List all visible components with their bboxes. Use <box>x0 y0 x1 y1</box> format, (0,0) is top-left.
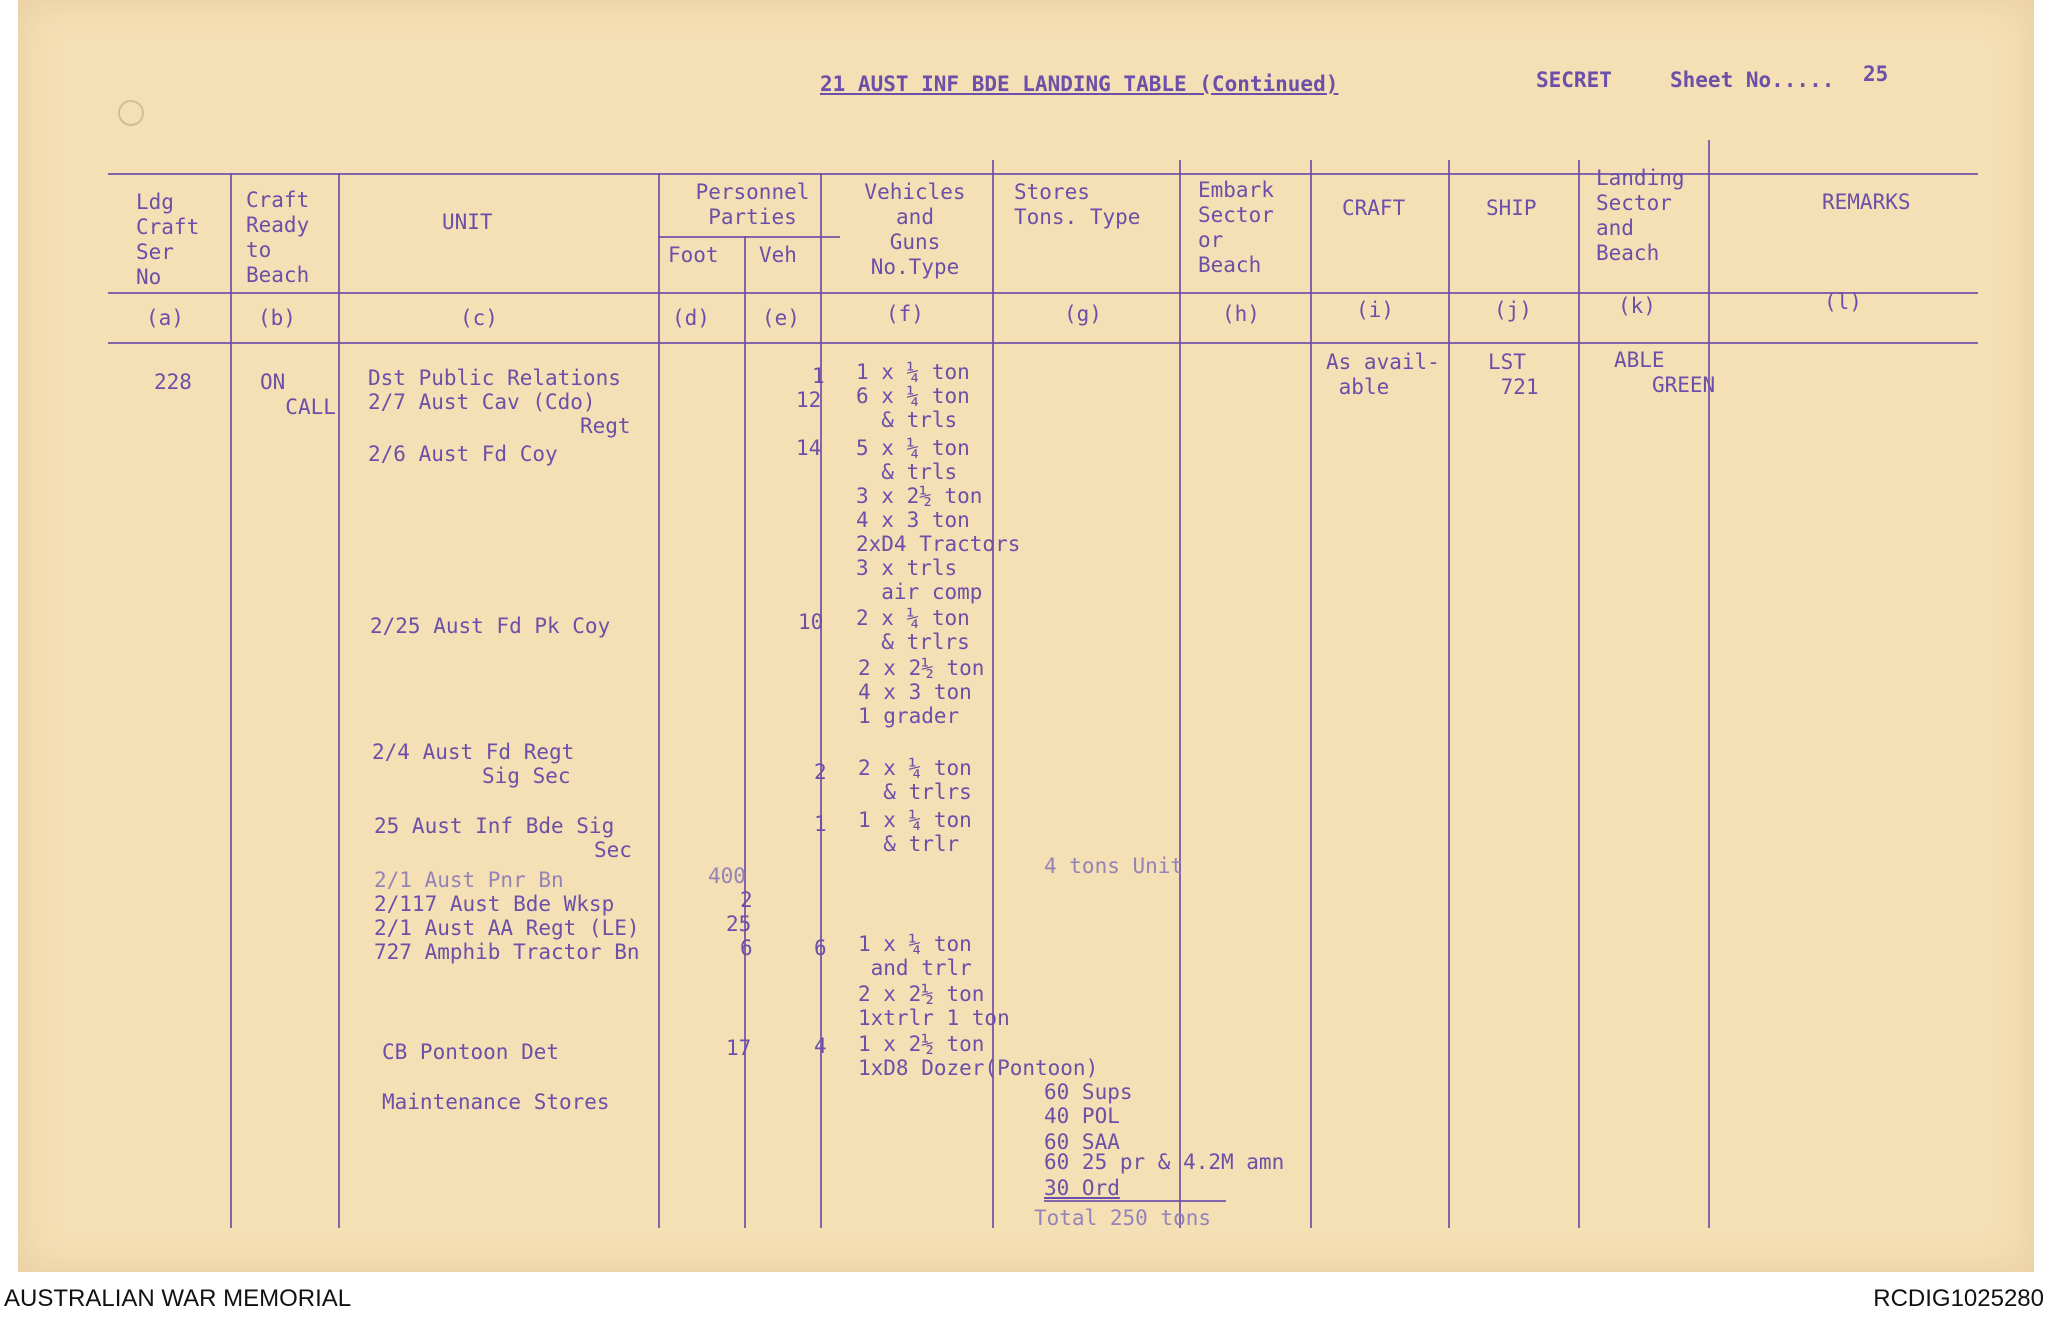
stores-item: 60 SAA <box>1044 1130 1120 1154</box>
foot-amphib-tractor: 6 <box>740 936 753 960</box>
col-header-b: Craft Ready to Beach <box>246 188 310 287</box>
col-header-j: SHIP <box>1486 196 1537 220</box>
vehicle-line: 1 x 2½ ton <box>858 1032 985 1056</box>
vehicle-line: 1 grader <box>858 704 960 728</box>
stores-total-rule <box>1044 1200 1226 1202</box>
sheet-number: 25 <box>1863 62 1889 86</box>
unit-bde-wksp: 2/117 Aust Bde Wksp <box>374 892 615 916</box>
vehicle-line: 3 x trls <box>856 556 958 580</box>
veh-cav-regt: 12 <box>796 388 822 412</box>
vehicle-line: 2 x 2½ ton <box>858 656 985 680</box>
unit-pnr-bn: 2/1 Aust Pnr Bn <box>374 868 564 892</box>
unit-cav-regt: 2/7 Aust Cav (Cdo) <box>368 390 596 414</box>
vehicle-line: 1 x ¼ ton <box>856 360 970 384</box>
stores-item: 60 Sups <box>1044 1080 1133 1104</box>
stores-item: 40 POL <box>1044 1104 1120 1128</box>
unit-fd-coy: 2/6 Aust Fd Coy <box>368 442 558 466</box>
veh-public-relations: 1 <box>812 364 825 388</box>
vehicle-line: 2 x 2½ ton <box>858 982 985 1006</box>
vehicle-line: & trlr <box>858 832 960 856</box>
foot-bde-wksp: 2 <box>740 888 753 912</box>
header-bottom-rule <box>108 342 1978 344</box>
stores-total: Total 250 tons <box>1034 1206 1212 1230</box>
archive-footer-right: RCDIG1025280 <box>1873 1285 2044 1312</box>
ship-cell: LST 721 <box>1488 350 1539 399</box>
col-divider-h <box>1310 160 1312 1228</box>
sheet-label: Sheet No..... <box>1670 68 1835 92</box>
ser-no-cell: 228 <box>154 370 192 394</box>
col-letter-l: (l) <box>1824 290 1862 314</box>
unit-aa-regt: 2/1 Aust AA Regt (LE) <box>374 916 640 940</box>
col-header-f: Vehicles and Guns No.Type <box>864 180 966 279</box>
vehicle-line: 1xD8 Dozer(Pontoon) <box>858 1056 1099 1080</box>
col-letter-b: (b) <box>258 306 296 330</box>
col-header-d: Foot <box>668 243 719 267</box>
vehicle-line: & trls <box>856 460 958 484</box>
col-header-e: Veh <box>759 243 797 267</box>
foot-cb-pontoon: 17 <box>726 1036 752 1060</box>
col-divider-g <box>1179 160 1181 1228</box>
col-letter-e: (e) <box>762 306 800 330</box>
veh-amphib-tractor: 6 <box>814 936 827 960</box>
col-letter-f: (f) <box>886 302 924 326</box>
stores-unit: 4 tons Unit <box>1044 854 1184 878</box>
col-divider-b <box>338 173 340 1228</box>
foot-pnr-bn: 400 <box>708 864 746 888</box>
unit-public-relations: Dst Public Relations <box>368 366 621 390</box>
veh-cb-pontoon: 4 <box>814 1034 827 1058</box>
col-letter-i: (i) <box>1356 298 1394 322</box>
col-divider-k <box>1708 140 1710 1228</box>
vehicle-line: & trls <box>856 408 958 432</box>
landing-cell: ABLE GREEN <box>1614 348 1716 397</box>
vehicle-line: 3 x 2½ ton <box>856 484 983 508</box>
vehicle-line: air comp <box>856 580 983 604</box>
unit-bde-sig: 25 Aust Inf Bde Sig <box>374 814 615 838</box>
col-divider-c <box>658 173 660 1228</box>
col-letter-c: (c) <box>460 306 498 330</box>
vehicle-line: 1xtrlr 1 ton <box>858 1006 1010 1030</box>
unit-cb-pontoon: CB Pontoon Det <box>382 1040 560 1064</box>
col-header-l: REMARKS <box>1822 190 1911 214</box>
archive-footer-left: AUSTRALIAN WAR MEMORIAL <box>4 1285 352 1312</box>
col-letter-g: (g) <box>1064 302 1102 326</box>
col-header-i: CRAFT <box>1342 196 1406 220</box>
unit-fd-pk-coy: 2/25 Aust Fd Pk Coy <box>370 614 611 638</box>
veh-fd-pk-coy: 10 <box>798 610 824 634</box>
vehicle-line: 5 x ¼ ton <box>856 436 970 460</box>
col-divider-d <box>744 236 746 1228</box>
col-header-c: UNIT <box>442 210 493 234</box>
vehicle-line: 6 x ¼ ton <box>856 384 970 408</box>
vehicle-line: 2 x ¼ ton <box>858 756 972 780</box>
classification-label: SECRET <box>1536 68 1612 92</box>
col-letter-k: (k) <box>1618 294 1656 318</box>
vehicle-line: & trlrs <box>856 630 970 654</box>
unit-fd-regt-cont: Sig Sec <box>482 764 571 788</box>
table-heading: 21 AUST INF BDE LANDING TABLE (Continued) <box>820 72 1339 96</box>
unit-cav-regt-cont: Regt <box>580 414 631 438</box>
veh-bde-sig: 1 <box>814 812 827 836</box>
col-divider-i <box>1448 160 1450 1228</box>
col-divider-a <box>230 173 232 1228</box>
col-letter-j: (j) <box>1494 298 1532 322</box>
craft-cell: As avail- able <box>1326 350 1440 399</box>
col-header-k: Landing Sector and Beach <box>1596 166 1685 265</box>
document-sheet <box>18 0 2034 1272</box>
col-header-h: Embark Sector or Beach <box>1198 178 1274 277</box>
col-header-g: Stores Tons. Type <box>1014 180 1141 229</box>
header-mid-rule <box>108 292 1978 294</box>
header-top-rule <box>108 173 1978 175</box>
col-letter-d: (d) <box>672 306 710 330</box>
veh-fd-coy: 14 <box>796 436 822 460</box>
vehicle-line: and trlr <box>858 956 972 980</box>
col-letter-a: (a) <box>146 306 184 330</box>
foot-aa-regt: 25 <box>726 912 752 936</box>
unit-bde-sig-cont: Sec <box>594 838 632 862</box>
vehicle-line: 2 x ¼ ton <box>856 606 970 630</box>
col-header-a: Ldg Craft Ser No <box>136 190 200 289</box>
personnel-group-rule <box>658 236 840 238</box>
stores-item: 60 25 pr & 4.2M amn <box>1044 1150 1285 1174</box>
vehicle-line: 2xD4 Tractors <box>856 532 1021 556</box>
unit-amphib-tractor: 727 Amphib Tractor Bn <box>374 940 640 964</box>
stores-item: 30 Ord <box>1044 1176 1120 1200</box>
ready-cell: ON CALL <box>260 370 336 419</box>
vehicle-line: 1 x ¼ ton <box>858 808 972 832</box>
unit-fd-regt: 2/4 Aust Fd Regt <box>372 740 575 764</box>
personnel-group-header: Personnel Parties <box>695 180 810 229</box>
col-divider-e <box>820 173 822 1228</box>
vehicle-line: & trlrs <box>858 780 972 804</box>
vehicle-line: 4 x 3 ton <box>858 680 972 704</box>
col-divider-j <box>1578 160 1580 1228</box>
vehicle-line: 4 x 3 ton <box>856 508 970 532</box>
col-letter-h: (h) <box>1222 302 1260 326</box>
veh-fd-regt: 2 <box>814 760 827 784</box>
vehicle-line: 1 x ¼ ton <box>858 932 972 956</box>
paper-stain <box>118 100 144 126</box>
unit-maintenance-stores: Maintenance Stores <box>382 1090 610 1114</box>
